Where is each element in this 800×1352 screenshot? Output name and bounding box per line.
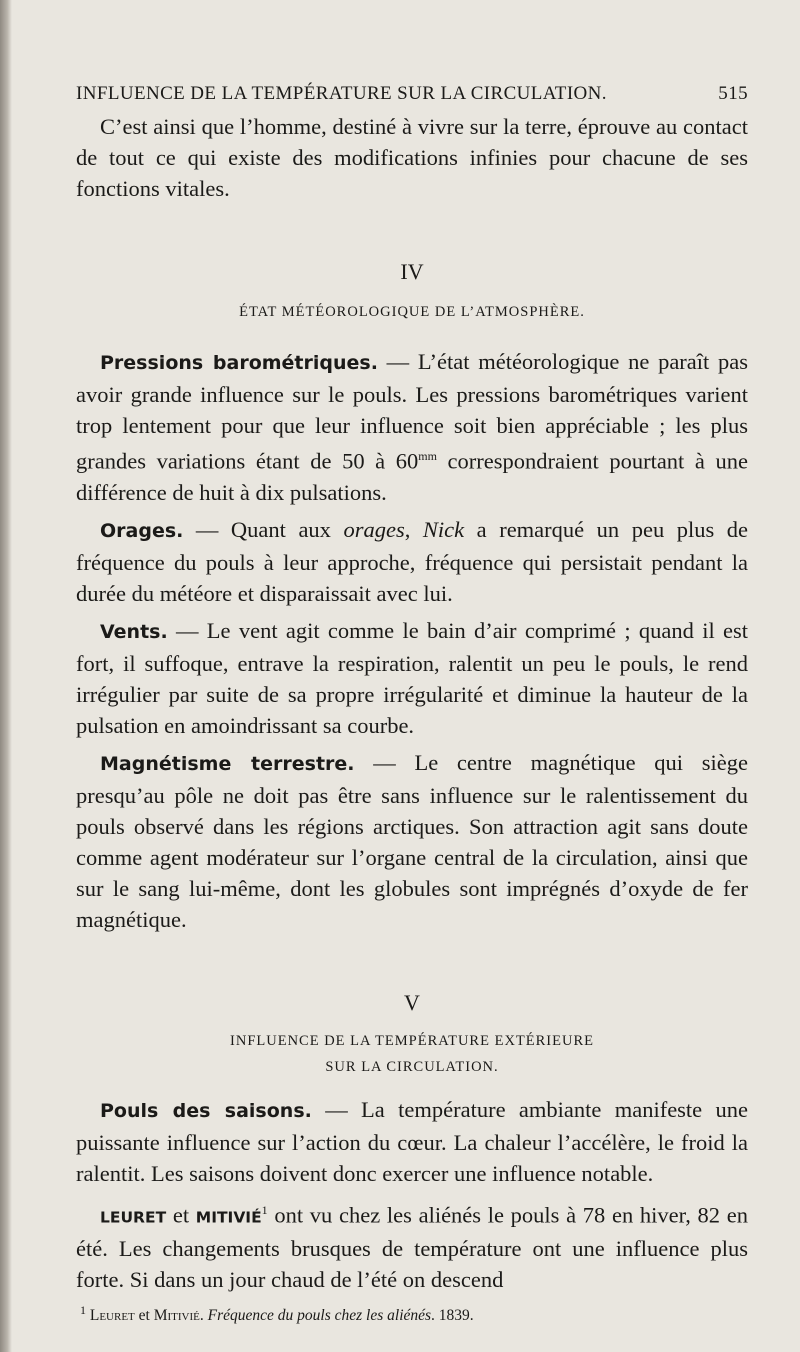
footnote-and: et	[134, 1307, 154, 1325]
page-number: 515	[718, 83, 748, 104]
orages-text-b: ,	[404, 516, 423, 542]
section-title-v-line1: INFLUENCE DE LA TEMPÉRATURE EXTÉRIEURE	[230, 1032, 594, 1049]
leuret-text: ont vu chez les aliénés le pouls à 78 en hiver, 82 en été. Les changements brusques de température ont une influence plus forte. Si dans un jour chaud de l’été on descend	[76, 1202, 748, 1292]
heading-pressions: Pressions barométriques.	[100, 352, 378, 374]
paragraph-magnetisme	[76, 747, 748, 935]
section-title-v	[76, 1028, 748, 1080]
orages-emphasis: orages	[343, 516, 405, 542]
orages-text-a: — Quant aux	[183, 516, 344, 542]
section-number-iv: IV	[400, 259, 424, 284]
section-title-v-line2: SUR LA CIRCULATION.	[325, 1058, 499, 1075]
book-page	[76, 78, 748, 1327]
paragraph-vents	[76, 615, 748, 741]
footnote-ref[interactable]: 1	[261, 1202, 268, 1217]
author-mitivie: MITIVIÉ	[195, 1208, 262, 1226]
pressions-unit: mm	[418, 449, 437, 463]
heading-orages: Orages.	[100, 519, 184, 542]
author-nick: Nick	[422, 516, 465, 542]
magnetisme-text: — Le centre magnétique qui siège presqu’au pôle ne doit pas être sans influence sur le ralentissement du pouls observé dans les régions arctiques. Son attraction agit sans doute comme agent modérateur sur l’organe central de la circulation, ainsi que sur le sang lui-même, dont les globules sont imprégnés d’oxyde de fer magnétique.	[76, 749, 748, 932]
footnote-marker: 1	[80, 1303, 86, 1317]
running-head-title: INFLUENCE DE LA TEMPÉRATURE SUR LA CIRCULATION.	[76, 83, 607, 104]
paragraph-leuret	[76, 1195, 748, 1296]
paragraph-saisons	[76, 1094, 748, 1189]
vents-text: — Le vent agit comme le bain d’air comprimé ; quand il est fort, il suffoque, entrave la respiration, ralentit un peu le pouls, le rend irrégulier par suite de sa propre irrégularité et diminue la hauteur de la pulsation en amoindrissant sa courbe.	[76, 617, 748, 738]
heading-vents: Vents.	[100, 620, 168, 643]
footnote-author-mitivie: Mitivié	[153, 1307, 200, 1325]
paragraph-orages	[76, 514, 748, 609]
leuret-and: et	[166, 1202, 196, 1227]
heading-magnetisme: Magnétisme terrestre.	[100, 752, 355, 775]
footnote-year: . 1839.	[431, 1307, 474, 1325]
author-leuret: LEURET	[100, 1208, 167, 1226]
intro-paragraph: C’est ainsi que l’homme, destiné à vivre sur la terre, éprouve au contact de tout ce qui existe des modifications infinies pour chacune de ses fonctions vitales.	[76, 114, 748, 201]
saisons-text: — La température ambiante manifeste une puissante influence sur l’action du cœur. La chaleur l’accélère, le froid la ralentit. Les saisons doivent donc exercer une influence notable.	[76, 1096, 748, 1186]
footnote: $^1$ Leuret et Mitivié. Fréquence du pouls chez les aliénés. 1839.	[80, 1303, 474, 1325]
section-title-iv: ÉTAT MÉTÉOROLOGIQUE DE L’ATMOSPHÈRE.	[239, 304, 585, 320]
running-head	[76, 78, 748, 109]
pressions-text-b: correspondraient pourtant à une différence de huit à dix pulsations.	[76, 448, 748, 505]
orages-text-c: a remarqué un peu plus de fréquence du pouls à leur approche, fréquence qui persistait pendant la durée du météore et disparaissait avec lui.	[76, 516, 749, 606]
footnote-title: Fréquence du pouls chez les aliénés	[207, 1307, 432, 1325]
heading-saisons: Pouls des saisons.	[100, 1099, 312, 1122]
footnote-author-leuret: Leuret	[89, 1307, 135, 1325]
page-binding-shadow	[0, 0, 12, 1352]
section-number-v: V	[404, 989, 420, 1015]
pressions-text-a: — L’état météorologique ne paraît pas avoir grande influence sur le pouls. Les pressions barométriques varient trop lentement pour que leur influence soit bien appréciable ; les plus grandes variations étant de 50 à 60	[76, 349, 748, 474]
paragraph-pressions	[76, 346, 748, 508]
